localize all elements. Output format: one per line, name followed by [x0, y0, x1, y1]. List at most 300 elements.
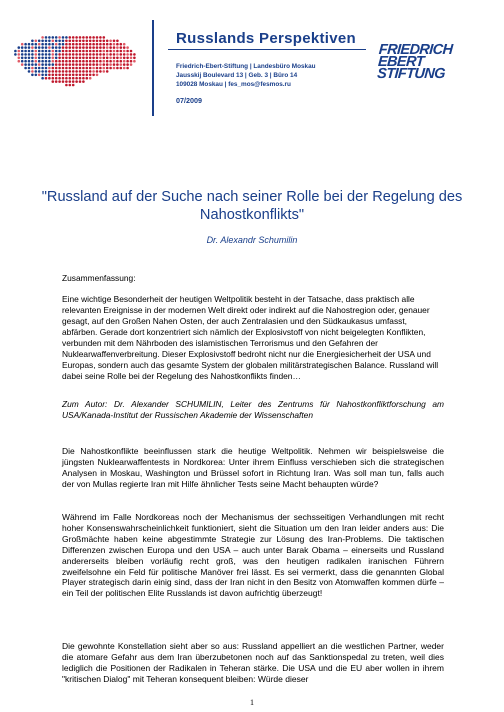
- map-dot: [92, 43, 95, 46]
- map-dot: [72, 84, 75, 87]
- map-dot: [120, 57, 123, 60]
- map-dot: [72, 46, 75, 49]
- map-dot: [58, 43, 61, 46]
- map-dot: [89, 67, 92, 70]
- map-dot: [92, 74, 95, 77]
- map-dot: [35, 46, 38, 49]
- map-dot: [96, 63, 99, 66]
- map-dot: [99, 70, 102, 73]
- map-dot: [48, 74, 51, 77]
- map-dot: [123, 67, 126, 70]
- map-dot: [106, 50, 109, 53]
- summary-heading: Zusammenfassung:: [62, 273, 136, 283]
- map-dot: [52, 57, 55, 60]
- map-dot: [96, 40, 99, 43]
- map-dot: [58, 57, 61, 60]
- map-dot: [55, 70, 58, 73]
- map-dot: [99, 53, 102, 56]
- map-dot: [99, 60, 102, 63]
- map-dot: [133, 57, 136, 60]
- map-dot: [106, 57, 109, 60]
- map-dot: [48, 40, 51, 43]
- map-dot: [116, 60, 119, 63]
- map-dot: [58, 77, 61, 80]
- map-dot: [72, 50, 75, 53]
- map-dot: [58, 50, 61, 53]
- map-dot: [123, 53, 126, 56]
- map-dot: [31, 53, 34, 56]
- map-dot: [79, 67, 82, 70]
- map-dot: [18, 60, 21, 63]
- map-dot: [106, 46, 109, 49]
- map-dot: [113, 67, 116, 70]
- map-dot: [92, 67, 95, 70]
- fes-logo-line-1: FRIEDRICH: [378, 42, 453, 58]
- map-dot: [75, 60, 78, 63]
- map-dot: [58, 60, 61, 63]
- map-dot: [69, 84, 72, 87]
- map-dot: [123, 46, 126, 49]
- map-dot: [72, 67, 75, 70]
- map-dot: [120, 43, 123, 46]
- map-dot: [96, 53, 99, 56]
- map-dot: [52, 40, 55, 43]
- map-dot: [99, 63, 102, 66]
- map-dot: [45, 70, 48, 73]
- fes-logo-line-2: EBERT: [377, 54, 425, 70]
- map-dot: [58, 36, 61, 39]
- map-dot: [65, 70, 68, 73]
- map-dot: [48, 43, 51, 46]
- map-dot: [31, 63, 34, 66]
- map-dot: [28, 60, 31, 63]
- map-dot: [24, 53, 27, 56]
- map-dot: [106, 40, 109, 43]
- map-dot: [62, 74, 65, 77]
- map-dot: [69, 46, 72, 49]
- issue-number: 07/2009: [176, 96, 202, 105]
- map-dot: [35, 70, 38, 73]
- map-dot: [52, 63, 55, 66]
- map-dot: [52, 60, 55, 63]
- map-dot: [21, 57, 24, 60]
- map-dot: [58, 80, 61, 83]
- map-dot: [109, 50, 112, 53]
- map-dot: [106, 43, 109, 46]
- map-dot: [55, 53, 58, 56]
- map-dot: [92, 36, 95, 39]
- map-dot: [99, 57, 102, 60]
- map-dot: [72, 53, 75, 56]
- map-dot: [126, 50, 129, 53]
- map-dot: [35, 63, 38, 66]
- map-dot: [38, 40, 41, 43]
- map-dot: [55, 57, 58, 60]
- map-dot: [99, 50, 102, 53]
- map-dot: [82, 40, 85, 43]
- map-dot: [24, 57, 27, 60]
- map-dot: [99, 67, 102, 70]
- map-dot: [48, 77, 51, 80]
- map-dot: [109, 57, 112, 60]
- map-dot: [35, 53, 38, 56]
- map-dot: [96, 60, 99, 63]
- russia-map-logo: [10, 30, 138, 92]
- map-dot: [62, 36, 65, 39]
- map-dot: [62, 60, 65, 63]
- map-dot: [52, 70, 55, 73]
- map-dot: [52, 43, 55, 46]
- map-dot: [120, 53, 123, 56]
- map-dot: [96, 46, 99, 49]
- map-dot: [69, 80, 72, 83]
- map-dot: [14, 50, 17, 53]
- map-dot: [52, 50, 55, 53]
- map-dot: [48, 67, 51, 70]
- map-dot: [21, 53, 24, 56]
- map-dot: [28, 70, 31, 73]
- map-dot: [96, 43, 99, 46]
- map-dot: [55, 74, 58, 77]
- map-dot: [69, 40, 72, 43]
- map-dot: [48, 60, 51, 63]
- map-dot: [31, 60, 34, 63]
- map-dot: [79, 36, 82, 39]
- map-dot: [45, 57, 48, 60]
- map-dot: [41, 74, 44, 77]
- map-dot: [41, 70, 44, 73]
- map-dot: [45, 53, 48, 56]
- map-dot: [55, 80, 58, 83]
- map-dot: [116, 53, 119, 56]
- map-dot: [55, 60, 58, 63]
- map-dot: [41, 57, 44, 60]
- document-author: Dr. Alexandr Schumilin: [206, 235, 298, 245]
- map-dot: [120, 63, 123, 66]
- map-dot: [28, 43, 31, 46]
- map-dot: [75, 74, 78, 77]
- map-dot: [79, 46, 82, 49]
- map-dot: [89, 74, 92, 77]
- map-dot: [82, 43, 85, 46]
- map-dot: [45, 40, 48, 43]
- map-dot: [31, 67, 34, 70]
- author-note: Zum Autor: Dr. Alexander SCHUMILIN, Leiter des Zentrums für Nahostkonfliktforschung am USA/Kanada-Institut der Russischen Akademie der Wissenschaften: [62, 399, 444, 420]
- map-dot: [14, 53, 17, 56]
- map-dot: [86, 57, 89, 60]
- map-dot: [103, 53, 106, 56]
- map-dot: [38, 53, 41, 56]
- map-dot: [86, 50, 89, 53]
- map-dot: [103, 50, 106, 53]
- map-dot: [89, 70, 92, 73]
- map-dot: [62, 70, 65, 73]
- map-dot: [65, 43, 68, 46]
- map-dot: [72, 74, 75, 77]
- map-dot: [79, 80, 82, 83]
- map-dot: [65, 84, 68, 87]
- map-dot: [103, 70, 106, 73]
- map-dot: [103, 63, 106, 66]
- map-dot: [96, 67, 99, 70]
- body-paragraph-1: Die Nahostkonflikte beeinflussen stark die heutige Weltpolitik. Nehmen wir beispielsweise die jüngsten Nuklearwaffentests in Nordkorea: Unter ihrem Einfluss verschieben sich die strategischen Analysen in Moskau, Washington und Brüssel sofort in Richtung Iran. Was soll man tun, falls auch der von Mullas regierte Iran mit Hilfe ähnlicher Tests seine Macht behaupten würde?: [62, 446, 444, 489]
- map-dot: [58, 67, 61, 70]
- map-dot: [52, 53, 55, 56]
- map-dot: [103, 43, 106, 46]
- map-dot: [72, 40, 75, 43]
- map-dot: [24, 43, 27, 46]
- map-dot: [72, 63, 75, 66]
- map-dot: [55, 67, 58, 70]
- map-dot: [58, 53, 61, 56]
- map-dot: [28, 57, 31, 60]
- map-dot: [82, 46, 85, 49]
- map-dot: [113, 63, 116, 66]
- map-dot: [38, 46, 41, 49]
- map-dot: [65, 80, 68, 83]
- map-dot: [133, 53, 136, 56]
- map-dot: [41, 36, 44, 39]
- map-dot: [133, 60, 136, 63]
- map-dot: [41, 50, 44, 53]
- map-dot: [45, 46, 48, 49]
- map-dot: [72, 80, 75, 83]
- map-dot: [103, 60, 106, 63]
- map-dot: [31, 43, 34, 46]
- map-dot: [109, 46, 112, 49]
- map-dot: [45, 63, 48, 66]
- map-dot: [48, 70, 51, 73]
- map-dot: [72, 36, 75, 39]
- map-dot: [62, 63, 65, 66]
- map-dot: [106, 60, 109, 63]
- map-dot: [109, 43, 112, 46]
- map-dot: [52, 46, 55, 49]
- map-dot: [62, 67, 65, 70]
- map-dot: [65, 77, 68, 80]
- map-dot: [103, 36, 106, 39]
- map-dot: [41, 63, 44, 66]
- map-dot: [65, 36, 68, 39]
- map-dot: [62, 77, 65, 80]
- map-dot: [130, 53, 133, 56]
- map-dot: [109, 63, 112, 66]
- map-dot: [65, 60, 68, 63]
- map-dot: [109, 40, 112, 43]
- map-dot: [24, 46, 27, 49]
- map-dot: [82, 74, 85, 77]
- address-line-2: Jausskij Boulevard 13 | Geb. 3 | Büro 14: [176, 72, 298, 79]
- map-dot: [109, 67, 112, 70]
- map-dot: [62, 57, 65, 60]
- map-dot: [126, 60, 129, 63]
- map-dot: [123, 57, 126, 60]
- map-dot: [103, 46, 106, 49]
- map-dot: [79, 70, 82, 73]
- map-dot: [96, 70, 99, 73]
- map-dot: [126, 53, 129, 56]
- map-dot: [65, 74, 68, 77]
- map-dot: [116, 67, 119, 70]
- header-divider: [152, 20, 154, 116]
- map-dot: [106, 70, 109, 73]
- map-dot: [89, 46, 92, 49]
- map-dot: [69, 77, 72, 80]
- map-dot: [65, 67, 68, 70]
- map-dot: [75, 53, 78, 56]
- map-dot: [62, 50, 65, 53]
- map-dot: [69, 36, 72, 39]
- map-dot: [55, 63, 58, 66]
- map-dot: [82, 63, 85, 66]
- map-dot: [31, 70, 34, 73]
- map-dot: [24, 67, 27, 70]
- map-dot: [45, 77, 48, 80]
- map-dot: [99, 46, 102, 49]
- map-dot: [75, 77, 78, 80]
- map-dot: [28, 53, 31, 56]
- map-dot: [123, 50, 126, 53]
- map-dot: [62, 43, 65, 46]
- fes-logo: [377, 44, 453, 80]
- map-dot: [62, 80, 65, 83]
- map-dot: [130, 50, 133, 53]
- map-dot: [92, 57, 95, 60]
- map-dot: [72, 60, 75, 63]
- map-dot: [65, 46, 68, 49]
- map-dot: [55, 50, 58, 53]
- map-dot: [130, 57, 133, 60]
- map-dot: [41, 40, 44, 43]
- map-dot: [92, 40, 95, 43]
- map-dot: [38, 60, 41, 63]
- map-dot: [38, 43, 41, 46]
- map-dot: [126, 46, 129, 49]
- map-dot: [75, 36, 78, 39]
- map-dot: [116, 50, 119, 53]
- map-dot: [96, 57, 99, 60]
- map-dot: [86, 77, 89, 80]
- map-dot: [24, 50, 27, 53]
- map-dot: [82, 77, 85, 80]
- map-dot: [89, 57, 92, 60]
- map-dot: [72, 77, 75, 80]
- map-dot: [79, 40, 82, 43]
- map-dot: [113, 53, 116, 56]
- map-dot: [55, 43, 58, 46]
- map-dot: [79, 74, 82, 77]
- map-dot: [82, 36, 85, 39]
- map-dot: [55, 46, 58, 49]
- body-paragraph-3: Die gewohnte Konstellation sieht aber so aus: Russland appelliert an die westlichen Partner, weder die atomare Gefahr aus dem Iran überzubetonen noch auf das Sanktionspedal zu treten, weil dies lediglich die Positionen der Radikalen in Teheran stärke. Die USA und die EU aber wollen in ihrem "kritischen Dialog" mit Teheran konsequent bleiben: Würde dieser: [62, 641, 444, 684]
- map-dot: [113, 40, 116, 43]
- map-dot: [28, 63, 31, 66]
- map-dot: [116, 43, 119, 46]
- map-dot: [55, 36, 58, 39]
- map-dot: [79, 50, 82, 53]
- map-dot: [92, 46, 95, 49]
- map-dot: [65, 63, 68, 66]
- map-dot: [45, 50, 48, 53]
- summary-text: Eine wichtige Besonderheit der heutigen Weltpolitik besteht in der Tatsache, dass praktisch alle relevanten Ereignisse in der modernen Welt direkt oder indirekt auf die Nahostregion oder, genauer gesagt, auf den Großen Nahen Osten, der auch Zentralasien und den Südkaukasus umfasst, abfärben. Gerade dort konzentriert sich nämlich der Explosivstoff von nicht beigelegten Konflikten, verbunden mit dem Nährboden des islamistischen Terrorismus und den Gefahren der Nuklearwaffenverbreitung. Dieser Explosivstoff bedroht nicht nur die Energiesicherheit der USA und Europas, sondern auch das gesamte System der globalen militärstrategischen Balance. Russland will dabei seine Rolle bei der Regelung des Nahostkonflikts finden…: [62, 294, 439, 381]
- map-dot: [92, 53, 95, 56]
- map-dot: [52, 74, 55, 77]
- map-dot: [45, 36, 48, 39]
- map-dot: [82, 53, 85, 56]
- map-dot: [72, 57, 75, 60]
- map-dot: [35, 67, 38, 70]
- map-dot: [28, 67, 31, 70]
- map-dot: [99, 40, 102, 43]
- map-dot: [82, 80, 85, 83]
- map-dot: [65, 57, 68, 60]
- map-dot: [126, 63, 129, 66]
- map-dot: [41, 60, 44, 63]
- map-dot: [31, 40, 34, 43]
- map-dot: [106, 53, 109, 56]
- series-title-rule: [168, 49, 366, 50]
- map-dot: [103, 57, 106, 60]
- map-dot: [75, 57, 78, 60]
- address-line-3: 109028 Moskau | fes_mos@fesmos.ru: [176, 81, 291, 88]
- map-dot: [62, 40, 65, 43]
- map-dot: [55, 77, 58, 80]
- map-dot: [31, 74, 34, 77]
- map-dot: [86, 36, 89, 39]
- map-dot: [75, 80, 78, 83]
- map-dot: [69, 70, 72, 73]
- map-dot: [35, 74, 38, 77]
- map-dot: [106, 67, 109, 70]
- address-line-1: Friedrich-Ebert-Stiftung | Landesbüro Moskau: [176, 63, 316, 70]
- map-dot: [48, 46, 51, 49]
- body-paragraph-2: Während im Falle Nordkoreas noch der Mechanismus der sechsseitigen Verhandlungen mit recht hoher Konsenswahrscheinlichkeit funktioniert, sieht die Situation um den Iran leider anders aus: Die Großmächte haben keine abgestimmte Strategie zur Lösung des Iran-Problems. Die taktischen Differenzen zwischen Europa und den USA – auch unter Barak Obama – einerseits und Russland andererseits bleiben vorläufig recht groß, was den heutigen radikalen iranischen Führern zweifelsohne ein Feld für politische Manöver frei lässt. Es sei vermerkt, dass die genannten Global Player strategisch darin einig sind, dass der Iran nicht in den Besitz von Atomwaffen kommen dürfe – ein Teil der politischen Elite Russlands ist davon aufrichtig überzeugt!: [62, 512, 444, 599]
- map-dot: [41, 67, 44, 70]
- map-dot: [113, 43, 116, 46]
- map-dot: [79, 60, 82, 63]
- map-dot: [120, 60, 123, 63]
- map-dot: [92, 60, 95, 63]
- map-dot: [120, 67, 123, 70]
- map-dot: [31, 46, 34, 49]
- map-dot: [109, 53, 112, 56]
- map-dot: [38, 70, 41, 73]
- map-dot: [28, 50, 31, 53]
- map-dot: [31, 57, 34, 60]
- map-dot: [79, 57, 82, 60]
- map-dot: [79, 43, 82, 46]
- map-dot: [89, 53, 92, 56]
- map-dot: [48, 36, 51, 39]
- map-dot: [35, 57, 38, 60]
- map-dot: [65, 40, 68, 43]
- map-dot: [69, 53, 72, 56]
- map-dot: [92, 70, 95, 73]
- map-dot: [58, 40, 61, 43]
- map-dot: [75, 50, 78, 53]
- map-dot: [21, 46, 24, 49]
- map-dot: [18, 57, 21, 60]
- map-dot: [58, 70, 61, 73]
- map-dot: [79, 53, 82, 56]
- map-dot: [21, 60, 24, 63]
- map-dot: [69, 50, 72, 53]
- map-dot: [116, 46, 119, 49]
- map-dot: [24, 63, 27, 66]
- map-dot: [123, 60, 126, 63]
- map-dot: [123, 43, 126, 46]
- map-dot: [52, 67, 55, 70]
